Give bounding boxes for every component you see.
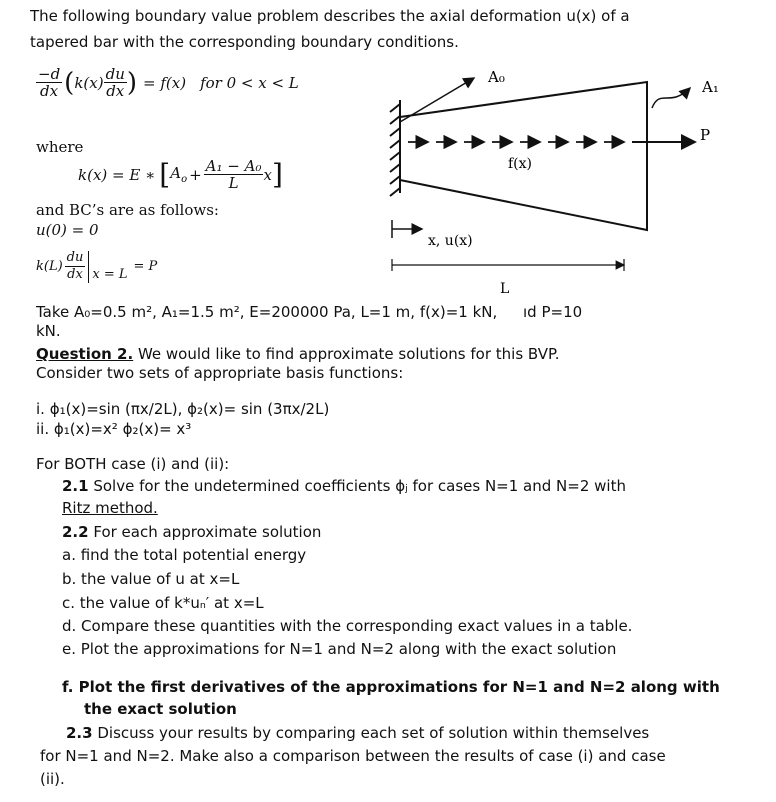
fx-label: f(x) xyxy=(508,156,533,172)
kx-definition: k(x) = E ∗ [ $A_o$ + $\frac{\text{A₁ − A₀}}{L}$ x ] xyxy=(78,157,283,192)
xu-label: x, u(x) xyxy=(428,233,473,249)
taper-numerator: A₁ − A₀ xyxy=(205,157,262,175)
task-2-2-a: a. find the total potential energy xyxy=(62,546,307,564)
a0-label: A₀ xyxy=(488,68,505,86)
a1-label: A₁ xyxy=(702,78,719,96)
bc2-eval: x = L xyxy=(92,267,128,282)
basis-ii: ii. ϕ₁(x)=x² ϕ₂(x)= x³ xyxy=(36,420,192,438)
given-values-line-1b: ıd P=10 xyxy=(523,303,583,321)
task-2-2-c: c. the value of k*uₙ′ at x=L xyxy=(62,594,264,612)
a0-pointer xyxy=(400,78,474,122)
dx: dx xyxy=(40,82,59,100)
bc-2 xyxy=(36,250,157,283)
kx-lhs: k(x) = E ∗ xyxy=(78,165,156,184)
basis-i: i. ϕ₁(x)=sin (πx/2L), ϕ₂(x)= sin (3πx/2L) xyxy=(36,400,330,418)
p-label: P xyxy=(700,126,711,144)
where-label: where xyxy=(36,138,84,156)
outer-derivative xyxy=(36,66,62,99)
a0-term: $A_o$ xyxy=(170,164,188,185)
task-2-1-text: Solve for the undetermined coefficients ϕⱼ for cases N=1 and N=2 with xyxy=(88,477,626,495)
bc2-du: du xyxy=(66,250,84,265)
both-cases: For BOTH case (i) and (ii): xyxy=(36,455,230,473)
task-2-1-line-1 xyxy=(62,477,626,495)
question-line-1 xyxy=(36,345,559,363)
task-2-3-number: 2.3 xyxy=(66,724,93,742)
x-term: x xyxy=(263,165,272,184)
given-values-line-2: kN. xyxy=(36,322,61,340)
bc2-derivative xyxy=(65,250,86,283)
task-2-2-b: b. the value of u at x=L xyxy=(62,570,240,588)
question-line-2: Consider two sets of appropriate basis functions: xyxy=(36,364,404,382)
governing-equation: $\frac{-d}{dx}$ ( k(x) $\frac{du}{dx}$ ) = f(x) for 0 < x < L xyxy=(38,65,299,100)
equation-domain: for 0 < x < L xyxy=(200,73,299,92)
task-2-3-line-3: (ii). xyxy=(40,770,65,788)
kx-term: k(x) xyxy=(74,73,104,92)
du: du xyxy=(105,65,125,83)
l-label: L xyxy=(500,281,510,297)
task-2-3-line-2: for N=1 and N=2. Make also a comparison between the results of case (i) and case xyxy=(40,747,666,765)
a1-pointer xyxy=(652,88,690,108)
inner-derivative xyxy=(104,66,127,99)
task-2-1-number: 2.1 xyxy=(62,477,89,495)
task-2-2-f-line-2: the exact solution xyxy=(84,700,237,718)
minus-d: −d xyxy=(38,65,61,83)
intro-line-2: tapered bar with the corresponding boundary conditions. xyxy=(30,33,459,51)
dx-inner: dx xyxy=(106,82,125,100)
task-2-1-line-2: Ritz method. xyxy=(62,499,158,517)
task-2-3-text: Discuss your results by comparing each set of solution within themselves xyxy=(92,724,650,742)
given-values-line-1: Take A₀=0.5 m², A₁=1.5 m², E=200000 Pa, L=1 m, f(x)=1 kN, xyxy=(36,303,498,321)
tapered-bar-figure xyxy=(370,60,730,300)
intro-line-1: The following boundary value problem describes the axial deformation u(x) of a xyxy=(30,7,630,25)
task-2-2-e: e. Plot the approximations for N=1 and N=2 along with the exact solution xyxy=(62,640,617,658)
taper-fraction xyxy=(204,158,264,191)
kL-term: k(L) xyxy=(36,259,63,274)
task-2-2-number: 2.2 xyxy=(62,523,89,541)
bc2-dx: dx xyxy=(67,267,83,282)
task-2-2-f-line-1: f. Plot the first derivatives of the approximations for N=1 and N=2 along with xyxy=(62,678,720,696)
task-2-2-text: For each approximate solution xyxy=(88,523,322,541)
question-heading: Question 2. xyxy=(36,345,134,363)
bc2-rhs: = P xyxy=(133,259,158,274)
bc-1: u(0) = 0 xyxy=(36,221,99,239)
equation-rhs: = f(x) xyxy=(143,73,187,92)
task-2-3-line-1 xyxy=(66,724,649,742)
bc-label: and BC’s are as follows: xyxy=(36,201,219,219)
wall-hatch xyxy=(390,104,400,196)
question-text-1: We would like to find approximate solutions for this BVP. xyxy=(133,345,560,363)
taper-denominator: L xyxy=(228,174,239,192)
task-2-2-d: d. Compare these quantities with the corresponding exact values in a table. xyxy=(62,617,633,635)
task-2-2-heading xyxy=(62,523,321,541)
